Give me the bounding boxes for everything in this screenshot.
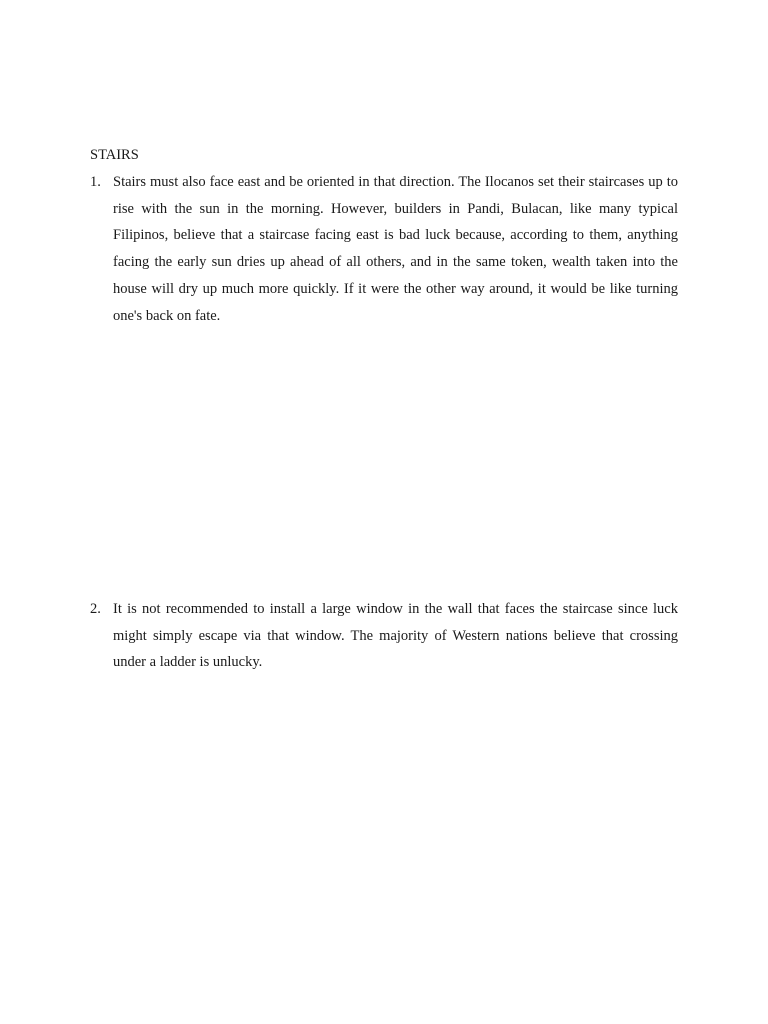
list-item (90, 596, 678, 676)
list-item-text: It is not recommended to install a large window in the wall that faces the staircase since luck might simply escape via that window. The majority of Western nations believe that crossing under a ladder is unlucky. (113, 601, 678, 671)
section-heading: STAIRS (90, 147, 139, 163)
list-item-number: 2. (90, 601, 101, 617)
list-item-text: Stairs must also face east and be oriented in that direction. The Ilocanos set their staircases up to rise with the sun in the morning. However, builders in Pandi, Bulacan, like many typical Filipinos, believe that a staircase facing east is bad luck because, according to them, anything facing the early sun dries up ahead of all others, and in the same token, wealth taken into the house will dry up much more quickly. If it were the other way around, it would be like turning one's back on fate. (113, 174, 678, 324)
list-item-number: 1. (90, 174, 101, 190)
list-item (90, 169, 678, 329)
